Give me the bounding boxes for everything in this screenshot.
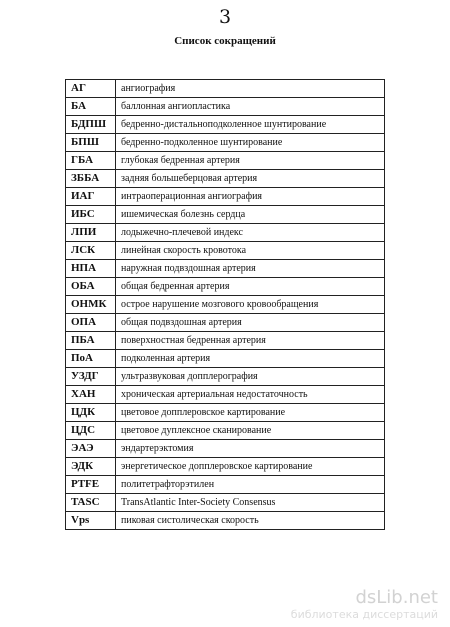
abbreviation-code: ИАГ bbox=[66, 188, 116, 206]
table-row bbox=[66, 296, 385, 314]
abbreviation-meaning: задняя большеберцовая артерия bbox=[116, 170, 385, 188]
abbreviation-meaning: цветовое дуплексное сканирование bbox=[116, 422, 385, 440]
table-row bbox=[66, 98, 385, 116]
abbreviation-meaning: глубокая бедренная артерия bbox=[116, 152, 385, 170]
table-row bbox=[66, 350, 385, 368]
table-row bbox=[66, 134, 385, 152]
abbreviation-code: TASC bbox=[66, 494, 116, 512]
abbreviation-code: АГ bbox=[66, 80, 116, 98]
abbreviation-meaning: линейная скорость кровотока bbox=[116, 242, 385, 260]
abbreviation-code: ГБА bbox=[66, 152, 116, 170]
abbreviation-meaning: лодыжечно-плечевой индекс bbox=[116, 224, 385, 242]
table-row bbox=[66, 152, 385, 170]
abbreviation-code: ЦДК bbox=[66, 404, 116, 422]
abbreviation-meaning: подколенная артерия bbox=[116, 350, 385, 368]
table-row bbox=[66, 260, 385, 278]
table-row bbox=[66, 458, 385, 476]
watermark-caption: библиотека диссертаций bbox=[290, 608, 438, 621]
abbreviation-meaning: интраоперационная ангиография bbox=[116, 188, 385, 206]
abbreviation-code: ЛСК bbox=[66, 242, 116, 260]
abbreviation-code: ОНМК bbox=[66, 296, 116, 314]
abbreviations-table bbox=[65, 79, 385, 530]
abbreviation-code: PTFE bbox=[66, 476, 116, 494]
abbreviation-meaning: TransAtlantic Inter-Society Consensus bbox=[116, 494, 385, 512]
abbreviation-code: ЗББА bbox=[66, 170, 116, 188]
abbreviation-meaning: бедренно-подколенное шунтирование bbox=[116, 134, 385, 152]
abbreviation-code: УЗДГ bbox=[66, 368, 116, 386]
table-row bbox=[66, 368, 385, 386]
abbreviation-code: БДПШ bbox=[66, 116, 116, 134]
abbreviation-meaning: наружная подвздошная артерия bbox=[116, 260, 385, 278]
abbreviation-code: ЦДС bbox=[66, 422, 116, 440]
abbreviation-meaning: общая подвздошная артерия bbox=[116, 314, 385, 332]
abbreviation-meaning: пиковая систолическая скорость bbox=[116, 512, 385, 530]
abbreviation-meaning: хроническая артериальная недостаточность bbox=[116, 386, 385, 404]
abbreviation-code: ОБА bbox=[66, 278, 116, 296]
table-row bbox=[66, 224, 385, 242]
table-row bbox=[66, 386, 385, 404]
abbreviation-meaning: цветовое допплеровское картирование bbox=[116, 404, 385, 422]
table-row bbox=[66, 332, 385, 350]
table-row bbox=[66, 422, 385, 440]
abbreviation-code: ЛПИ bbox=[66, 224, 116, 242]
table-row bbox=[66, 314, 385, 332]
table-row bbox=[66, 206, 385, 224]
abbreviation-meaning: энергетическое допплеровское картирование bbox=[116, 458, 385, 476]
abbreviation-code: ЭДК bbox=[66, 458, 116, 476]
abbreviation-meaning: острое нарушение мозгового кровообращения bbox=[116, 296, 385, 314]
abbreviation-code: ПБА bbox=[66, 332, 116, 350]
watermark-logo bbox=[291, 588, 438, 621]
abbreviation-meaning: ишемическая болезнь сердца bbox=[116, 206, 385, 224]
table-row bbox=[66, 188, 385, 206]
table-row bbox=[66, 476, 385, 494]
abbreviation-meaning: общая бедренная артерия bbox=[116, 278, 385, 296]
page-number: 3 bbox=[218, 6, 232, 28]
table-row bbox=[66, 80, 385, 98]
abbreviation-code: НПА bbox=[66, 260, 116, 278]
abbreviation-meaning: поверхностная бедренная артерия bbox=[116, 332, 385, 350]
abbreviation-code: БПШ bbox=[66, 134, 116, 152]
table-row bbox=[66, 512, 385, 530]
abbreviation-code: ОПА bbox=[66, 314, 116, 332]
abbreviation-meaning: эндартерэктомия bbox=[116, 440, 385, 458]
table-row bbox=[66, 440, 385, 458]
abbreviation-code: БА bbox=[66, 98, 116, 116]
abbreviation-meaning: бедренно-дистальноподколенное шунтирование bbox=[116, 116, 385, 134]
watermark-site: dsLib.net bbox=[355, 587, 438, 608]
abbreviation-code: ХАН bbox=[66, 386, 116, 404]
table-row bbox=[66, 116, 385, 134]
abbreviation-meaning: ультразвуковая допплерография bbox=[116, 368, 385, 386]
table-row bbox=[66, 278, 385, 296]
abbreviation-code: ИБС bbox=[66, 206, 116, 224]
abbreviation-meaning: политетрафторэтилен bbox=[116, 476, 385, 494]
table-row bbox=[66, 494, 385, 512]
abbreviation-meaning: баллонная ангиопластика bbox=[116, 98, 385, 116]
table-row bbox=[66, 242, 385, 260]
page-title: Список сокращений bbox=[174, 35, 276, 47]
abbreviations-table-body bbox=[66, 80, 385, 530]
table-row bbox=[66, 170, 385, 188]
abbreviation-code: ПоА bbox=[66, 350, 116, 368]
abbreviation-code: Vps bbox=[66, 512, 116, 530]
abbreviation-code: ЭАЭ bbox=[66, 440, 116, 458]
table-row bbox=[66, 404, 385, 422]
abbreviation-meaning: ангиография bbox=[116, 80, 385, 98]
